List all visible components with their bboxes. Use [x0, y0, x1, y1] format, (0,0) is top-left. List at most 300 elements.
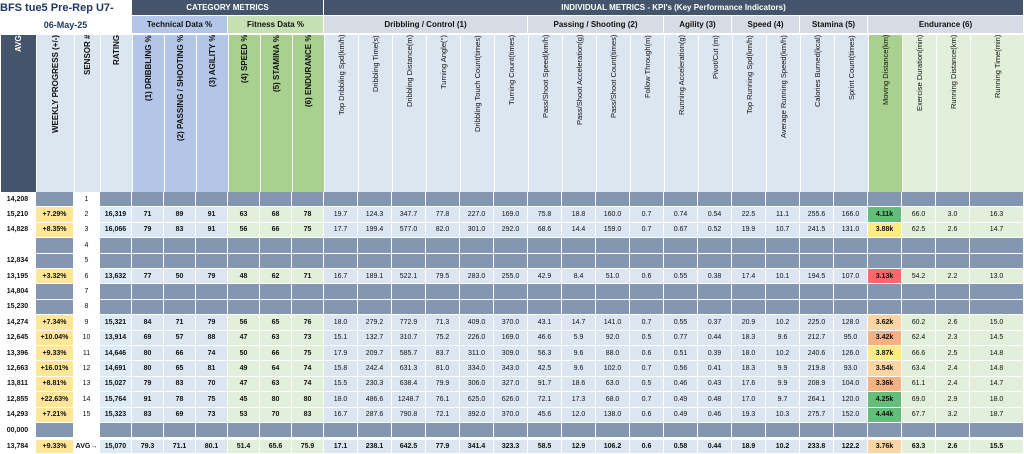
kpi-value: [528, 284, 562, 299]
kpi-value: 76.1: [426, 392, 460, 407]
kpi-value: 14.7: [562, 315, 596, 330]
kpi-header-19: Running Distance(km): [936, 34, 970, 192]
kpi-value: 199.4: [358, 223, 392, 238]
category-value: [132, 238, 164, 253]
kpi-value: 790.8: [392, 408, 426, 423]
kpi-value: 124.3: [358, 207, 392, 222]
kpi-value: 238.1: [358, 440, 392, 454]
category-value: 77: [132, 269, 164, 284]
kpi-value: [766, 300, 800, 315]
kpi-value: [732, 284, 766, 299]
kpi-value: 169.0: [494, 331, 528, 346]
kpi-value: 107.0: [834, 269, 868, 284]
category-value: 84: [132, 315, 164, 330]
kpi-value: 0.54: [698, 207, 732, 222]
individual-metrics-header: INDIVIDUAL METRICS - KPI's (Key Performance Indicators): [324, 0, 1024, 16]
kpi-value: 9.6: [562, 346, 596, 361]
kpi-value: 334.0: [460, 361, 494, 376]
kpi-value: [800, 284, 834, 299]
kpi-value: 10.2: [766, 315, 800, 330]
kpi-value: 132.7: [358, 331, 392, 346]
kpi-value: [902, 192, 936, 207]
kpi-value: 67.7: [902, 408, 936, 423]
progress-cell: +22.63%: [36, 392, 74, 407]
kpi-value: [698, 192, 732, 207]
kpi-value: [528, 254, 562, 269]
kpi-value: [970, 423, 1024, 438]
progress-cell: +7.21%: [36, 408, 74, 423]
kpi-value: 2.3: [936, 331, 970, 346]
kpi-value: [902, 238, 936, 253]
kpi-value: 341.4: [460, 440, 494, 454]
avg-cell: 12,663: [0, 361, 36, 376]
progress-cell: +16.01%: [36, 361, 74, 376]
avg-cell: 14,274: [0, 315, 36, 330]
category-value: [228, 254, 260, 269]
category-value: 75.9: [292, 440, 324, 454]
sensor-cell: 6: [74, 269, 100, 284]
category-value: 69: [164, 408, 196, 423]
kpi-value: [494, 254, 528, 269]
category-value: [292, 192, 324, 207]
kpi-value: [358, 284, 392, 299]
kpi-value: 292.0: [494, 223, 528, 238]
kpi-value: 75.2: [426, 331, 460, 346]
kpi-value: [664, 192, 698, 207]
kpi-value: 0.52: [698, 223, 732, 238]
category-value: [196, 284, 228, 299]
kpi-value: 3.0: [936, 207, 970, 222]
sheet-date: 06-May-25: [0, 17, 132, 34]
progress-cell: +3.32%: [36, 269, 74, 284]
avg-cell: 15,230: [0, 300, 36, 315]
group-fitness: Fitness Data %: [228, 16, 324, 34]
kpi-value: 3.87k: [868, 346, 902, 361]
kpi-value: 3.36k: [868, 377, 902, 392]
category-value: 50: [228, 346, 260, 361]
kpi-header-20: Running Time(min): [970, 34, 1024, 192]
category-value: 79: [196, 269, 228, 284]
rating-cell: [100, 238, 132, 253]
kpi-header-1: Top Dribbling Spd(km/h): [324, 34, 358, 192]
kpi-value: 409.0: [460, 315, 494, 330]
kpi-value: 60.2: [902, 315, 936, 330]
kpi-value: 15.5: [970, 440, 1024, 454]
kpi-value: 63.4: [902, 361, 936, 376]
category-value: [228, 300, 260, 315]
kpi-value: [562, 254, 596, 269]
kpi-value: [800, 423, 834, 438]
sensor-cell: 14: [74, 392, 100, 407]
kpi-value: 16.7: [324, 269, 358, 284]
category-value: 70: [260, 408, 292, 423]
kpi-value: 0.6: [630, 440, 664, 454]
kpi-value: 0.56: [664, 361, 698, 376]
kpi-value: 209.7: [358, 346, 392, 361]
kpi-value: [460, 192, 494, 207]
kpi-value: [358, 254, 392, 269]
kpi-value: [868, 300, 902, 315]
category-value: 79: [196, 315, 228, 330]
kpi-value: 18.0: [732, 346, 766, 361]
kpi-value: 309.0: [494, 346, 528, 361]
category-value: [292, 238, 324, 253]
category-value: [260, 284, 292, 299]
category-value: 64: [260, 361, 292, 376]
progress-cell: [36, 192, 74, 207]
kpi-value: 19.7: [324, 207, 358, 222]
kpi-value: 347.7: [392, 207, 426, 222]
kpi-value: [528, 192, 562, 207]
kpi-value: [358, 423, 392, 438]
rating-cell: 13,632: [100, 269, 132, 284]
kpi-value: [970, 238, 1024, 253]
kpi-value: [800, 192, 834, 207]
category-value: [292, 254, 324, 269]
kpi-value: 4.25k: [868, 392, 902, 407]
category-value: [196, 238, 228, 253]
kpi-value: [868, 192, 902, 207]
kpi-value: [936, 254, 970, 269]
kpi-value: 208.9: [800, 377, 834, 392]
kpi-value: [936, 423, 970, 438]
kpi-value: 10.7: [766, 223, 800, 238]
kpi-value: 772.9: [392, 315, 426, 330]
kpi-value: [732, 300, 766, 315]
category-value: [196, 423, 228, 438]
kpi-value: [936, 238, 970, 253]
category-value: [196, 192, 228, 207]
kpi-value: 226.0: [460, 331, 494, 346]
category-value: [164, 238, 196, 253]
kpi-value: [460, 300, 494, 315]
kpi-value: 194.5: [800, 269, 834, 284]
category-value: 63: [228, 207, 260, 222]
rating-cell: [100, 300, 132, 315]
category-value: 89: [164, 207, 196, 222]
kpi-value: 81.0: [426, 361, 460, 376]
category-value: 65: [260, 315, 292, 330]
rating-cell: [100, 423, 132, 438]
kpi-value: [936, 192, 970, 207]
kpi-value: 56.3: [528, 346, 562, 361]
kpi-value: 128.0: [834, 315, 868, 330]
kpi-value: 225.0: [800, 315, 834, 330]
header-1: WEEKLY PROGRESS (+/-): [36, 34, 74, 192]
category-value: 47: [228, 377, 260, 392]
kpi-value: [426, 238, 460, 253]
kpi-value: 0.44: [698, 331, 732, 346]
progress-cell: [36, 300, 74, 315]
category-value: 62: [260, 269, 292, 284]
kpi-value: 255.0: [494, 269, 528, 284]
kpi-value: [596, 192, 630, 207]
group-agility: Agility (3): [664, 16, 732, 34]
category-value: 91: [132, 392, 164, 407]
category-value: 48: [228, 269, 260, 284]
kpi-value: 306.0: [460, 377, 494, 392]
group-dribbling: Dribbling / Control (1): [324, 16, 528, 34]
category-metrics-header: CATEGORY METRICS: [132, 0, 324, 16]
category-value: 83: [132, 408, 164, 423]
kpi-value: [494, 238, 528, 253]
kpi-value: 0.49: [664, 408, 698, 423]
kpi-value: 10.2: [766, 346, 800, 361]
kpi-value: 0.7: [630, 361, 664, 376]
kpi-value: [562, 192, 596, 207]
group-speed: Speed (4): [732, 16, 800, 34]
sensor-cell: 4: [74, 238, 100, 253]
kpi-value: 43.1: [528, 315, 562, 330]
kpi-value: 82.0: [426, 223, 460, 238]
kpi-header-6: Turning Count(times): [494, 34, 528, 192]
category-value: 80: [132, 346, 164, 361]
kpi-value: 17.7: [324, 223, 358, 238]
kpi-value: 3.62k: [868, 315, 902, 330]
group-technical: Technical Data %: [132, 16, 228, 34]
kpi-value: 14.7: [970, 377, 1024, 392]
category-value: 75: [196, 392, 228, 407]
kpi-value: 0.39: [698, 346, 732, 361]
progress-cell: +8.81%: [36, 377, 74, 392]
sensor-cell: 11: [74, 346, 100, 361]
progress-cell: [36, 284, 74, 299]
kpi-header-12: Pivot/Cut (m): [698, 34, 732, 192]
kpi-value: 279.2: [358, 315, 392, 330]
kpi-value: 392.0: [460, 408, 494, 423]
kpi-value: 631.3: [392, 361, 426, 376]
kpi-value: 219.8: [800, 361, 834, 376]
kpi-value: 8.4: [562, 269, 596, 284]
kpi-value: 0.74: [664, 207, 698, 222]
kpi-value: 14.7: [970, 223, 1024, 238]
category-value: 50: [164, 269, 196, 284]
sheet-title: BFS tue5 Pre-Rep U7-: [0, 0, 132, 17]
kpi-value: 77.8: [426, 207, 460, 222]
kpi-value: 95.0: [834, 331, 868, 346]
category-value: [228, 423, 260, 438]
kpi-value: 79.5: [426, 269, 460, 284]
progress-cell: +7.29%: [36, 207, 74, 222]
rating-cell: 15,027: [100, 377, 132, 392]
kpi-value: [868, 254, 902, 269]
kpi-value: 42.5: [528, 361, 562, 376]
progress-cell: [36, 423, 74, 438]
category-value: [132, 300, 164, 315]
kpi-value: [324, 284, 358, 299]
kpi-value: 327.0: [494, 377, 528, 392]
category-value: 73: [196, 408, 228, 423]
kpi-value: 9.9: [766, 377, 800, 392]
kpi-value: 486.6: [358, 392, 392, 407]
kpi-value: 11.1: [766, 207, 800, 222]
kpi-value: 370.0: [494, 408, 528, 423]
kpi-header-16: Sprint Count(times): [834, 34, 868, 192]
sensor-cell: AVG→: [74, 440, 100, 454]
category-header-1: (1) DRIBBLING %: [132, 34, 164, 192]
kpi-value: [596, 238, 630, 253]
kpi-value: 625.0: [460, 392, 494, 407]
kpi-value: [460, 254, 494, 269]
kpi-value: 68.6: [528, 223, 562, 238]
kpi-value: 3.13k: [868, 269, 902, 284]
category-value: [132, 192, 164, 207]
category-value: 80: [292, 392, 324, 407]
kpi-value: [630, 238, 664, 253]
group-endurance: Endurance (6): [868, 16, 1024, 34]
kpi-value: 17.0: [732, 392, 766, 407]
kpi-header-17: Moving Distance(km): [868, 34, 902, 192]
sensor-cell: 5: [74, 254, 100, 269]
category-value: 74: [292, 377, 324, 392]
category-value: 45: [228, 392, 260, 407]
kpi-value: 18.3: [732, 331, 766, 346]
avg-cell: 14,804: [0, 284, 36, 299]
category-value: [164, 254, 196, 269]
kpi-value: 0.55: [664, 315, 698, 330]
kpi-value: [902, 284, 936, 299]
progress-cell: +9.33%: [36, 440, 74, 454]
kpi-value: 323.3: [494, 440, 528, 454]
kpi-value: 18.8: [562, 207, 596, 222]
kpi-value: 2.6: [936, 440, 970, 454]
kpi-value: 9.9: [766, 361, 800, 376]
kpi-value: [392, 284, 426, 299]
kpi-value: 240.6: [800, 346, 834, 361]
kpi-value: 242.4: [358, 361, 392, 376]
category-value: 66: [260, 223, 292, 238]
avg-cell: 13,784: [0, 440, 36, 454]
category-value: [260, 238, 292, 253]
sensor-cell: 7: [74, 284, 100, 299]
kpi-value: [426, 423, 460, 438]
category-value: [260, 192, 292, 207]
kpi-value: [562, 238, 596, 253]
kpi-value: [596, 284, 630, 299]
kpi-value: [732, 238, 766, 253]
kpi-value: 15.0: [970, 315, 1024, 330]
kpi-value: 126.0: [834, 346, 868, 361]
kpi-value: 14.8: [970, 361, 1024, 376]
category-value: 71: [164, 315, 196, 330]
category-value: 56: [228, 315, 260, 330]
kpi-value: [766, 254, 800, 269]
avg-cell: [0, 238, 36, 253]
kpi-value: 13.0: [970, 269, 1024, 284]
kpi-header-2: Dribbling Time(s): [358, 34, 392, 192]
kpi-value: 160.0: [596, 207, 630, 222]
category-value: [292, 423, 324, 438]
kpi-value: 0.43: [698, 377, 732, 392]
kpi-value: [970, 300, 1024, 315]
category-value: 78: [292, 207, 324, 222]
kpi-value: [562, 300, 596, 315]
kpi-value: 14.8: [970, 346, 1024, 361]
kpi-value: [494, 423, 528, 438]
kpi-value: 22.5: [732, 207, 766, 222]
kpi-value: 62.5: [902, 223, 936, 238]
kpi-value: 0.46: [664, 377, 698, 392]
progress-cell: +9.33%: [36, 346, 74, 361]
kpi-value: 2.6: [936, 315, 970, 330]
kpi-value: 301.0: [460, 223, 494, 238]
category-value: 66: [260, 346, 292, 361]
kpi-value: 2.2: [936, 269, 970, 284]
kpi-value: [664, 238, 698, 253]
category-value: 83: [164, 377, 196, 392]
kpi-value: 77.9: [426, 440, 460, 454]
kpi-value: [698, 254, 732, 269]
kpi-value: 19.9: [732, 223, 766, 238]
kpi-value: [732, 254, 766, 269]
category-value: 65: [164, 361, 196, 376]
category-value: 80.1: [196, 440, 228, 454]
avg-cell: 00,000: [0, 423, 36, 438]
progress-cell: +10.04%: [36, 331, 74, 346]
kpi-value: [426, 192, 460, 207]
kpi-value: [834, 238, 868, 253]
category-value: [164, 284, 196, 299]
header-0: AVG: [0, 34, 36, 192]
kpi-value: [902, 254, 936, 269]
kpi-value: 0.67: [664, 223, 698, 238]
kpi-value: [970, 254, 1024, 269]
kpi-value: [324, 423, 358, 438]
kpi-value: [868, 284, 902, 299]
kpi-value: 15.1: [324, 331, 358, 346]
category-value: 47: [228, 331, 260, 346]
kpi-value: 577.0: [392, 223, 426, 238]
sensor-cell: 8: [74, 300, 100, 315]
kpi-value: 9.6: [766, 331, 800, 346]
avg-cell: 15,210: [0, 207, 36, 222]
kpi-value: 10.3: [766, 408, 800, 423]
kpi-value: 2.5: [936, 346, 970, 361]
kpi-value: [664, 254, 698, 269]
progress-cell: +8.35%: [36, 223, 74, 238]
kpi-value: 93.0: [834, 361, 868, 376]
kpi-value: [664, 423, 698, 438]
kpi-value: 102.0: [596, 361, 630, 376]
kpi-value: 131.0: [834, 223, 868, 238]
kpi-value: [392, 300, 426, 315]
category-value: 83: [292, 408, 324, 423]
kpi-value: 522.1: [392, 269, 426, 284]
kpi-value: 2.4: [936, 377, 970, 392]
kpi-value: 18.3: [732, 361, 766, 376]
category-value: 80: [260, 392, 292, 407]
kpi-value: 68.0: [596, 392, 630, 407]
kpi-value: [902, 423, 936, 438]
progress-cell: [36, 254, 74, 269]
category-value: [292, 284, 324, 299]
kpi-value: 0.41: [698, 361, 732, 376]
kpi-value: [698, 238, 732, 253]
kpi-value: 3.2: [936, 408, 970, 423]
category-value: [292, 300, 324, 315]
kpi-value: 63.0: [596, 377, 630, 392]
kpi-value: 17.1: [324, 440, 358, 454]
sensor-cell: 13: [74, 377, 100, 392]
kpi-value: 141.0: [596, 315, 630, 330]
kpi-value: [324, 192, 358, 207]
kpi-value: 45.6: [528, 408, 562, 423]
kpi-value: [766, 238, 800, 253]
kpi-value: 15.8: [324, 361, 358, 376]
kpi-value: 83.7: [426, 346, 460, 361]
rating-cell: 15,070: [100, 440, 132, 454]
kpi-header-5: Dribbling Touch Count(times): [460, 34, 494, 192]
